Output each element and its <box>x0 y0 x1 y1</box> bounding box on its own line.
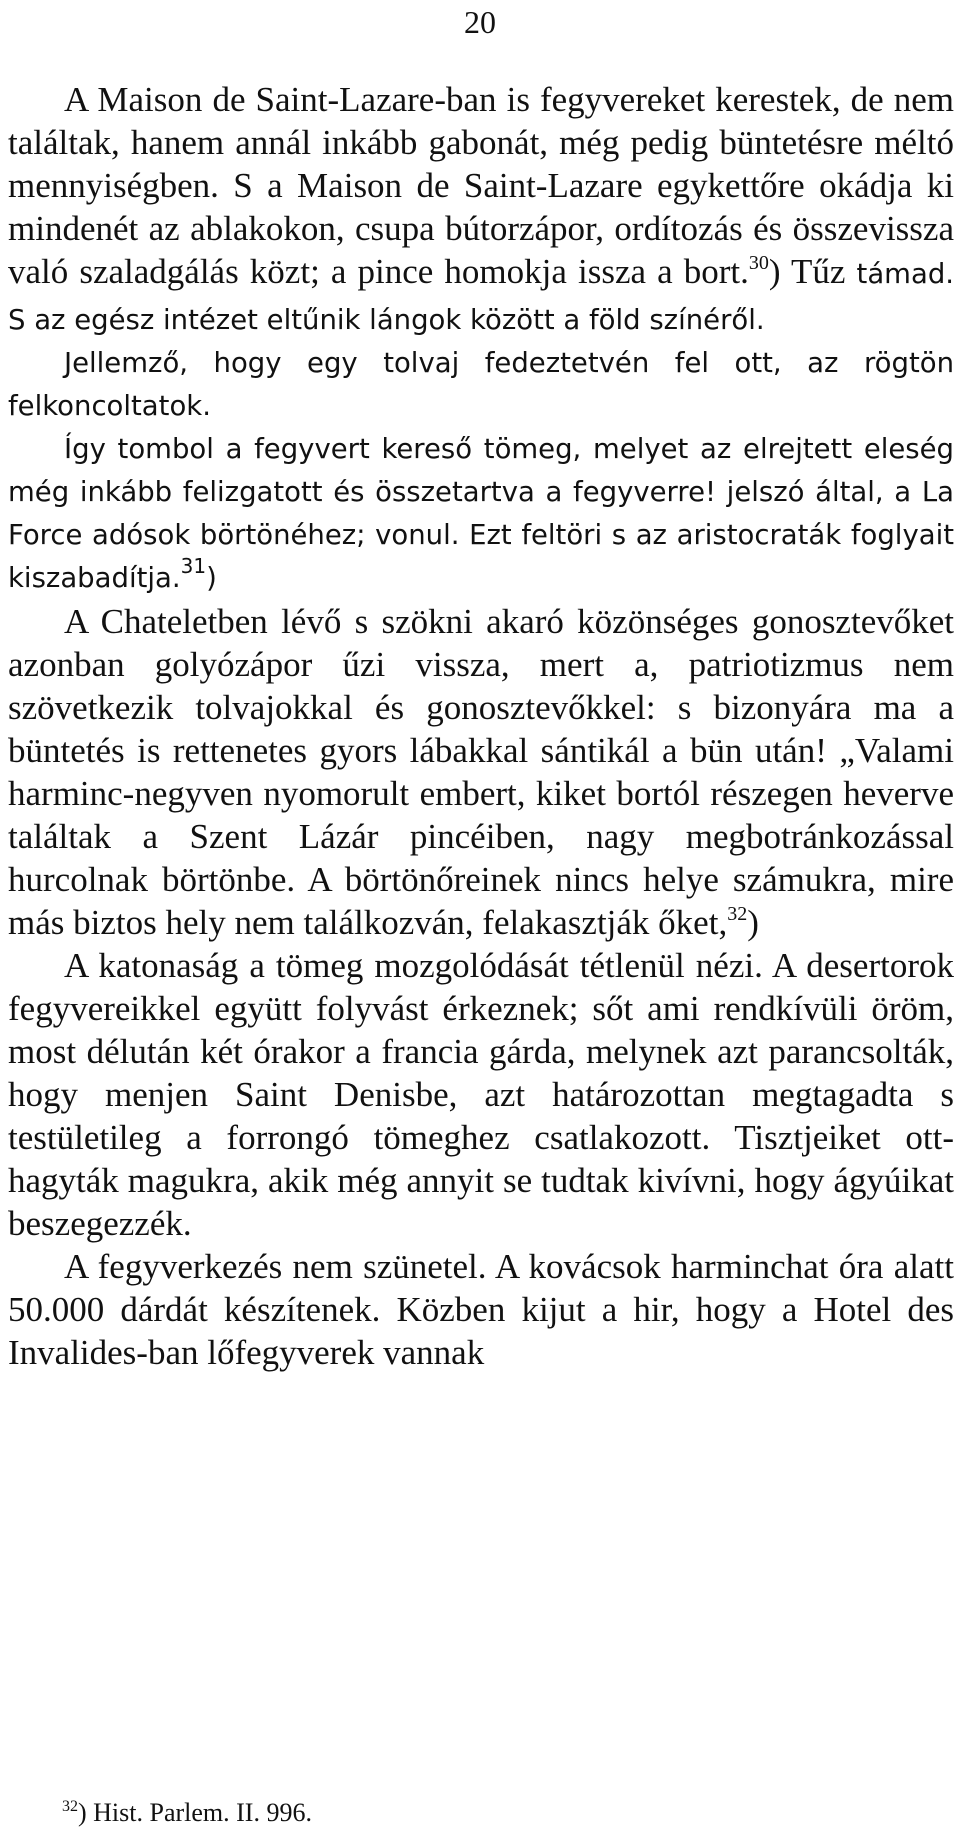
paragraph-chatelet <box>8 600 954 944</box>
paragraph-text: Így tombol a fegyvert kereső tömeg, melyet az elrejtett eleség még inkább felizgatott és összetartva a fegyverre! jelszó által, a La Force adósok börtönéhez; vonul. Ezt feltöri s az aristocraták foglyait kiszabadítja. <box>8 433 954 594</box>
paragraph-arming: A fegyverkezés nem szünetel. A kovácsok harminchat óra alatt 50.000 dárdát készítenek. Közben kijut a hir, hogy a Hotel des Invalides-ban lőfegyverek vannak <box>8 1247 954 1372</box>
paragraph-text: ) Tűz <box>768 252 846 291</box>
paragraph-thief: Jellemző, hogy egy tolvaj fedeztetvén fel ott, az rögtön felkoncoltatok. <box>8 347 954 422</box>
paragraph-crowd <box>8 428 954 600</box>
paragraph-military: A katonaság a tömeg mozgolódását tétlenül nézi. A desertorok fegyvereikkel együtt folyvást érkeznek; sőt ami rendkívüli öröm, most délután két órakor a francia gárda, melynek azt parancsolták, hogy menjen Saint Denisbe, azt határozottan megtagadta s testületileg a forrongó tömeghez csatlakozott. Tisztjeiket otthagyták magukra, akik még annyit se tudtak kivívni, hogy ágyúikat beszegezzék. <box>8 946 954 1243</box>
paragraph-text: A Chateletben lévő s szökni akaró közönséges gonosztevőket azonban golyózápor űzi vissza, mert a, patriotizmus nem szövetkezik tolvajokkal és gonosztevőkkel: s bizonyára ma a büntetés is rettenetes gyors lábakkal sántikál a bün után! „Valami harminc-negyven nyomorult embert, kiket bortól részegen heverve találtak a Szent Lázár pincéiben, nagy megbotránkozással hurcolnak börtönbe. A börtönőreinek nincs helye számukra, mire más biztos hely nem találkozván, felakasztják őket, <box>8 602 954 942</box>
footnote-reference: 31 <box>180 554 207 578</box>
paragraph-text: ) <box>206 562 217 594</box>
paragraph-saint-lazare <box>8 78 954 342</box>
footnote <box>62 1798 312 1828</box>
page-number: 20 <box>464 4 496 40</box>
paragraph-text: támad. S az egész intézet eltűnik lángok között a föld színéről. <box>8 258 955 336</box>
footnote-reference: 32 <box>727 903 748 925</box>
footnote-reference: 30 <box>748 252 769 274</box>
body-text <box>8 78 954 1374</box>
paragraph-text: ) <box>747 903 759 942</box>
footnote-text: ) Hist. Parlem. II. 996. <box>78 1798 312 1827</box>
paragraph-text: A Maison de Saint-Lazare-ban is fegyvereket kerestek, de nem találtak, hanem annál inkább gabonát, még pedig büntetésre méltó mennyiségben. S a Maison de Saint-Lazare egykettőre okádja ki mindenét az ablakokon, csupa bútorzápor, ordítozás és összevissza való szaladgálás közt; a pince homokja issza a bort. <box>8 80 954 291</box>
footnote-number: 32 <box>62 1798 78 1815</box>
